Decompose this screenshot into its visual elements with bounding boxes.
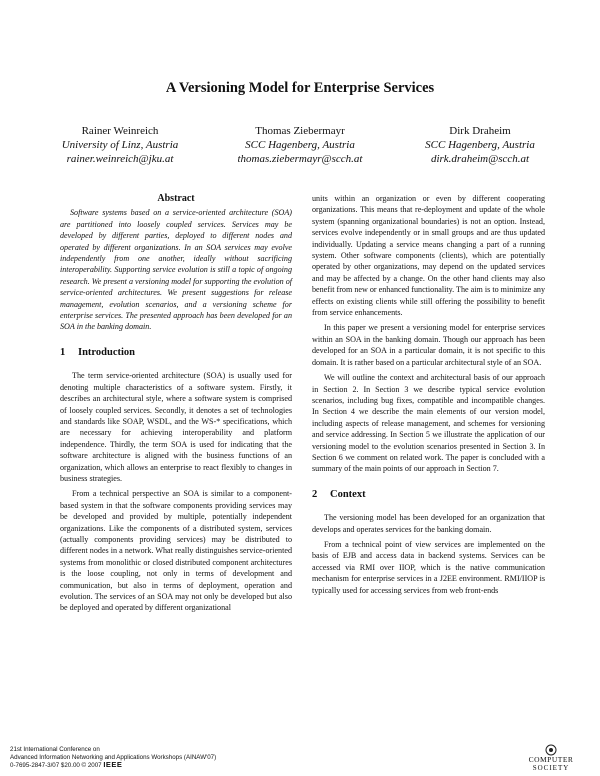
section-title: Introduction [78,346,135,358]
intro-paragraph-1: The term service-oriented architecture (SOA) is usually used for denoting multiple characteristics of a software system. Firstly, it describes an architectural style, where a software system is comprised of loosely coupled services. Secondly, it denotes a set of technologies and standards like SOAP, WSDL, and the WS-* specifications, which are necessary for achieving interoperability and platform independence. Thirdly, the term SOA is used for indicating that the software architecture is aligned with the business functions of an organization, which allows an enterprise to react flexibly to changes in business strategies. [60,371,292,483]
context-paragraph-2: From a technical point of view services are implemented on the basis of EJB and access data in backend systems. Services can be accessed via RMI over IIOP, which is the native communication mechanism for enterprise services in a J2EE environment. RMI/IIOP is typically used for accessing services from web front-ends [312,539,545,595]
paper-title: A Versioning Model for Enterprise Services [165,80,435,96]
author-email: rainer.weinreich@jku.at [66,153,174,165]
author-1 [30,124,210,166]
context-paragraph-1: The versioning model has been developed for an organization that develops and operates services for the banking domain. [312,513,545,534]
abstract-text: Software systems based on a service-oriented architecture (SOA) are partitioned into loosely coupled services. Services may be developed by different parties, deployed to different nodes and operated by different organizations. In an SOA services may evolve independently from one another, ideally without sacrificing interoperability. Supporting service evolution is still a topic of ongoing research. We present a versioning model for supporting the evolution of service-oriented architectures. We present suggestions for release management, evolution scenarios, and a versioning scheme for enterprise services. The presented approach has been developed for an SOA in the banking domain. [60,208,292,332]
section-heading-introduction [60,347,292,358]
footer-isbn: 0-7695-2847-3/07 $20.00 © 2007 [10,762,102,770]
footer-line-2: Advanced Information Networking and Applications Workshops (AINAW'07) [10,753,217,761]
author-3 [390,124,570,166]
abstract-heading: Abstract [157,193,195,204]
conference-footer [10,746,216,770]
section-number: 2 [312,488,318,500]
logo-text-society: SOCIETY [532,764,570,772]
author-affiliation: SCC Hagenberg, Austria [425,139,535,151]
author-2 [210,124,390,166]
footer-line-1: 21st International Conference on [10,746,100,753]
author-email: thomas.ziebermayr@scch.at [237,153,363,165]
section-heading-context [312,489,545,500]
author-name: Thomas Ziebermayr [255,125,345,137]
intro-paragraph-2-continued: units within an organization or even by different cooperating organizations. This means that re-deployment and update of the whole system (spanning organizational boundaries) is not an option. Instead, services evolve independently or in small groups and are thus updated individually. Updating a service means changing a part of a running system. Other software components (clients), which are potentially operated by other organizations, may depend on the updated services and may be affected by a change. On the other hand clients may also benefit from new or enhanced functionality. The aim is to minimize any effects on existing clients while still offering the possibility to benefit from service enhancements. [312,194,545,318]
author-block [30,124,570,166]
author-name: Rainer Weinreich [81,125,159,137]
intro-paragraph-3: In this paper we present a versioning model for enterprise services within an SOA in the banking domain. Though our approach has been developed for an SOA in a particular domain, it is not specific to this domain. It is rather based on a particular architectural style of an SOA. [312,323,545,367]
right-column [312,193,545,600]
left-column [60,193,292,618]
section-number: 1 [60,346,66,358]
author-name: Dirk Draheim [449,125,511,137]
author-affiliation: SCC Hagenberg, Austria [245,139,355,151]
section-title: Context [330,488,366,500]
intro-paragraph-2: From a technical perspective an SOA is similar to a component-based system in that the software components providing services may be developed and provided by multiple, potentially independent organizations. Like the components of a distributed system, services (actually components providing services) may be distributed to different nodes in a network. What really distinguishes service-oriented systems from monolithic or closed distributed component architectures is the loose coupling, not only in terms of development and communication, but also in terms of deployment, operation and evolution. The services of an SOA may not only be developed but also be deployed and operated by different organizational [60,489,292,613]
computer-society-logo [518,744,584,772]
author-affiliation: University of Linz, Austria [61,139,179,151]
footer-line-3 [10,761,216,770]
ieee-logo: IEEE [103,760,123,770]
author-email: dirk.draheim@scch.at [430,153,530,165]
logo-text-computer: COMPUTER [528,755,574,764]
intro-paragraph-4: We will outline the context and architectural basis of our approach in Section 2. In Section 3 we describe typical service evolution scenarios, including bug fixes, compatible and incompatible changes. In Section 4 we describe the main elements of our version model, including aspects of release management, and schemes for versioning and service addressing. In Section 5 we illustrate the application of our versioning model to the evolution scenarios presented in Section 3. In Section 6 we comment on related work. The paper is concluded with a summary of the main points of our approach in Section 7. [312,373,545,474]
